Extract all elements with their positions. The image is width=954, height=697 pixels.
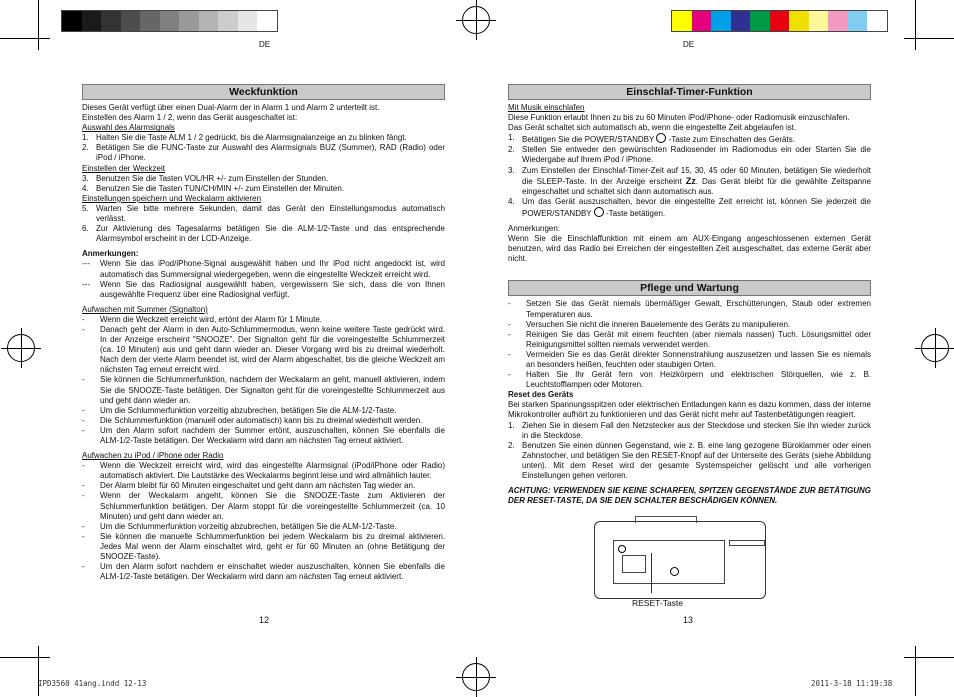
color-swatch — [238, 11, 258, 31]
color-swatch — [692, 11, 712, 31]
right-column — [508, 84, 871, 506]
list-item: - Setzen Sie das Gerät niemals übermäßiger Gewalt, Erschütterungen, Staub oder extremen Temperaturen aus. — [508, 299, 871, 319]
color-swatch — [809, 11, 829, 31]
crop-mark — [915, 0, 916, 50]
list-item: 2. Benutzen Sie einen dünnen Gegenstand, wie z. B. eine lang gezogene Büroklammer oder einen Zahnstocher, und betätigen Sie den RESET-Knopf auf der Unterseite des Geräts (siehe Abbildung unten). Mit dem Reset wird der gesamte Systemspeicher gelöscht und alle vorherigen Einstellungen gehen verloren. — [508, 440, 871, 480]
subheading: Aufwachen mit Summer (Signalton) — [82, 304, 208, 314]
crop-mark — [904, 657, 954, 658]
subheading: Auswahl des Alarmsignals — [82, 123, 175, 133]
list-item: 6. Zur Aktivierung des Tagesalarms betätigen Sie die ALM-1/2-Taste und das entsprechende Alarmsymbol erscheint in der LCD-Anzeige. — [82, 224, 445, 244]
right-page — [477, 0, 954, 696]
list-item: - Sie können die Schlummerfunktion, nachdem der Weckalarm an geht, manuell aktivieren, indem Sie die SNOOZE-Taste betätigen. Der Signalton geht für die voreingestellte Schlummerzeit aus und geht dann wieder an. — [82, 375, 445, 405]
device-dock-slot — [635, 516, 697, 523]
list-item: 2. Betätigen Sie die FUNC-Taste zur Auswahl des Alarmsignals BUZ (Summer), RAD (Radio) oder iPod / iPhone. — [82, 143, 445, 163]
list-item: - Wenn die Weckzeit erreicht wird, wird das eingestellte Alarmsignal (iPod/iPhone oder Radio) automatisch aktiviert. Die Lautstärke des Weckalarms beginnt leise und wird allmählich lauter. — [82, 461, 445, 481]
color-swatch — [82, 11, 102, 31]
crop-mark — [38, 646, 39, 696]
left-column — [82, 84, 445, 582]
reset-title: Reset des Geräts — [508, 390, 574, 400]
list-item: 3. Zum Einstellen der Einschlaf-Timer-Zeit auf 15, 30, 45 oder 60 Minuten, betätigen Sie wiederholt die SLEEP-Taste. In der Anzeige erscheint Zz. Das Gerät bleibt für die gewählte Zeitspanne eingeschaltet und schaltet sich dann automatisch aus. — [508, 165, 871, 196]
left-page — [0, 0, 477, 696]
language-tag: DE — [683, 40, 695, 49]
color-swatch — [828, 11, 848, 31]
subheading: Einstellungen speichern und Weckalarm aktivieren — [82, 193, 262, 203]
color-swatch — [731, 11, 751, 31]
reset-button-icon — [670, 567, 679, 576]
list-item: - Halten Sie Ihr Gerät fern von Heizkörpern und elektrischen Störquellen, wie z. B. Leuchtstofflampen oder Motoren. — [508, 370, 871, 390]
section-title-sleep-timer: Einschlaf-Timer-Funktion — [508, 84, 871, 100]
color-swatch — [160, 11, 180, 31]
color-swatch — [121, 11, 141, 31]
page-number: 12 — [259, 615, 270, 625]
crop-mark — [0, 38, 50, 39]
color-swatch — [770, 11, 790, 31]
color-swatch — [62, 11, 82, 31]
list-item: 5. Warten Sie bitte mehrere Sekunden, damit das Gerät den Einstellungsmodus automatisch verlässt. — [82, 203, 445, 224]
device-antenna — [729, 540, 765, 546]
color-swatch — [140, 11, 160, 31]
color-swatch — [257, 11, 277, 31]
crop-mark — [915, 646, 916, 696]
power-icon — [656, 133, 666, 143]
sleep-icon: Zz — [685, 175, 696, 186]
list-item: - Danach geht der Alarm in den Auto-Schlummermodus, wenn keine weitere Taste gedrückt wird. In der Anzeige erscheint "SNOOZE". Der Signalton geht für die voreingestellte Schlummerzeit (ca. 10 Minuten) aus und geht dann wieder an. Dieser Vorgang wird bis zu dreimal wiederholt. Nach dem der vierte Alarm beendet ist, wird der Alarm abgeschaltet, bis die gleiche Weckzeit am nächsten Tag erneut erreicht wird. — [82, 324, 445, 375]
list-item: 1. Ziehen Sie in diesem Fall den Netzstecker aus der Steckdose und stecken Sie ihn wieder zurück in die Steckdose. — [508, 420, 871, 440]
list-item: - Der Alarm bleibt für 60 Minuten eingeschaltet und geht dann am nächsten Tag wieder an. — [82, 481, 416, 491]
power-icon — [618, 545, 626, 553]
subheading: Aufwachen zu iPod / iPhone oder Radio — [82, 451, 224, 461]
list-item: - Um den Alarm sofort nachdem der Summer ertönt, auszuschalten, können Sie ebenfalls die ALM-1/2-Taste betätigen. Der Weckalarm wird dann am nächsten Tag erneut aktiviert. — [82, 425, 445, 445]
crop-mark — [904, 38, 954, 39]
color-bar — [671, 10, 888, 32]
list-item: 4. Um das Gerät auszuschalten, bevor die eingestellte Zeit erreicht ist, können Sie jederzeit die POWER/STANDBY -Taste betätigen. — [508, 196, 871, 218]
list-item: 1. Betätigen Sie die POWER/STANDBY -Taste zum Einschalten des Geräts. — [508, 133, 795, 145]
list-item: 1. Halten Sie die Taste ALM 1 / 2 gedrückt, bis die Alarmsignalanzeige an zu blinken fängt. — [82, 133, 407, 143]
list-item: - Versuchen Sie nicht die inneren Bauelemente des Geräts zu manipulieren. — [508, 319, 791, 329]
intro-line: Einstellen des Alarm 1 / 2, wenn das Gerät ausgeschaltet ist: — [82, 113, 298, 123]
list-item: - Sie können die manuelle Schlummerfunktion bei jedem Weckalarm bis zu dreimal aktivieren. Jedes Mal wenn der Alarm einschaltet wird, geht er für 60 Minuten an (ohne Betätigung der SNOOZE-Taste). — [82, 531, 445, 562]
color-swatch — [672, 11, 692, 31]
color-swatch — [199, 11, 219, 31]
device-bottom-panel — [613, 540, 725, 584]
subheading: Mit Musik einschlafen — [508, 103, 585, 112]
footer-file: IPD3560 41ang.indd 12-13 — [38, 679, 147, 688]
color-swatch — [218, 11, 238, 31]
list-item: - Um die Schlummerfunktion vorzeitig abzubrechen, betätigen Sie die ALM-1/2-Taste. — [82, 405, 397, 415]
color-swatch — [848, 11, 868, 31]
list-item: - Vermeiden Sie es das Gerät direkter Sonnenstrahlung auszusetzen und lassen Sie es niemals an besonders heißen, feuchten oder staubigen Orten. — [508, 349, 871, 369]
list-item: 3. Benutzen Sie die Tasten VOL/HR +/- zum Einstellen der Stunden. — [82, 173, 329, 183]
list-item: - Um den Alarm sofort nachdem er einschaltet wieder auszuschalten, können Sie ebenfalls die ALM-1/2-Taste betätigen. Der Weckalarm wird dann am nächsten Tag erneut aktiviert. — [82, 562, 445, 582]
color-swatch — [750, 11, 770, 31]
color-swatch — [179, 11, 199, 31]
list-item: 4. Benutzen Sie die Tasten TUN/CH/MIN +/- zum Einstellen der Minuten. — [82, 183, 345, 193]
color-swatch — [711, 11, 731, 31]
language-tag: DE — [259, 40, 271, 49]
crop-mark — [38, 0, 39, 50]
list-item: - Wenn die Weckzeit erreicht wird, ertönt der Alarm für 1 Minute. — [82, 314, 323, 324]
list-item: - Reinigen Sie das Gerät mit einem feuchten (aber niemals nassen) Tuch. Lösungsmittel oder Reinigungsmittel sollten niemals verwendet werden. — [508, 329, 871, 349]
intro-line: Diese Funktion erlaubt Ihnen zu bis zu 60 Minuten iPod/iPhone- oder Radiomusik einzuschlafen. — [508, 113, 850, 123]
page-number: 13 — [683, 615, 694, 625]
note-item: --- Wenn Sie das iPod/iPhone-Signal ausgewählt haben und Ihr iPod nicht angedockt ist, wird automatisch das Summersignal wiedergegeben, wenn die eingestellte Weckzeit erreicht wird. — [82, 259, 445, 279]
reset-label: RESET-Taste — [632, 598, 684, 608]
reset-callout-line — [651, 553, 652, 593]
crop-mark — [0, 657, 50, 658]
intro-line: Dieses Gerät verfügt über einen Dual-Alarm der in Alarm 1 und Alarm 2 unterteilt ist. — [82, 103, 380, 112]
intro-line: Das Gerät schaltet sich automatisch ab, wenn die eingestellte Zeit abgelaufen ist. — [508, 123, 797, 133]
list-item: - Wenn der Weckalarm angeht, können Sie die SNOOZE-Taste zum Aktivieren der Schlummerfunktion betätigen. Der Alarm stoppt für die voreingestellte Schlummerzeit (ca. 10 Minuten) und geht dann wieder an. — [82, 491, 445, 521]
note-item: --- Wenn Sie das Radiosignal ausgewählt haben, vergewissern Sie sich, dass die von Ihnen ausgewählte Frequenz über eine Radiosignal verfügt. — [82, 279, 445, 299]
device-illustration — [594, 521, 766, 599]
section-title-weckfunktion: Weckfunktion — [82, 84, 445, 100]
footer-date: 2011-3-18 11:19:38 — [811, 679, 893, 688]
notes-title: Anmerkungen: — [508, 224, 561, 234]
list-item: - Die Schlummerfunktion (manuell oder automatisch) kann bis zu dreimal wiederholt werden. — [82, 415, 423, 425]
color-swatch — [867, 11, 887, 31]
reset-text: Bei starken Spannungsspitzen oder elektrischen Entladungen kann es dazu kommen, dass der interne Mikrokontroller aufhört zu funktionieren und das Gerät nicht mehr auf Tastenbetätigungen reagiert. — [508, 400, 871, 420]
list-item: - Um die Schlummerfunktion vorzeitig abzubrechen, betätigen Sie die ALM-1/2-Taste. — [82, 521, 397, 531]
registration-mark-icon — [921, 334, 949, 362]
notes-title: Anmerkungen: — [82, 249, 139, 259]
list-item: 2. Stellen Sie entweder den gewünschten Radiosender im Radiomodus ein oder Starten Sie die Wiedergabe auf Ihrem iPod / iPhone. — [508, 145, 871, 165]
color-swatch — [101, 11, 121, 31]
registration-mark-icon — [7, 334, 35, 362]
device-compartment — [622, 555, 646, 573]
section-title-care: Pflege und Wartung — [508, 280, 871, 296]
warning-text: ACHTUNG: VERWENDEN SIE KEINE SCHARFEN, SPITZEN GEGENSTÄNDE ZUR BETÄTIGUNG DER RESET-TASTE, DA SIE DEN SCHALTER BESCHÄDIGEN KÖNNEN. — [508, 486, 871, 506]
subheading: Einstellen der Weckzeit — [82, 163, 165, 173]
gray-color-bar — [61, 10, 278, 32]
power-icon — [594, 207, 604, 217]
notes-text: Wenn Sie die Einschlaffunktion mit einem am AUX-Eingang angeschlossenen externen Gerät benutzen, wird das Radio bei Erreichen der eingestellten Zeit ausgeschaltet, das externe Gerät aber nicht. — [508, 234, 871, 264]
color-swatch — [789, 11, 809, 31]
